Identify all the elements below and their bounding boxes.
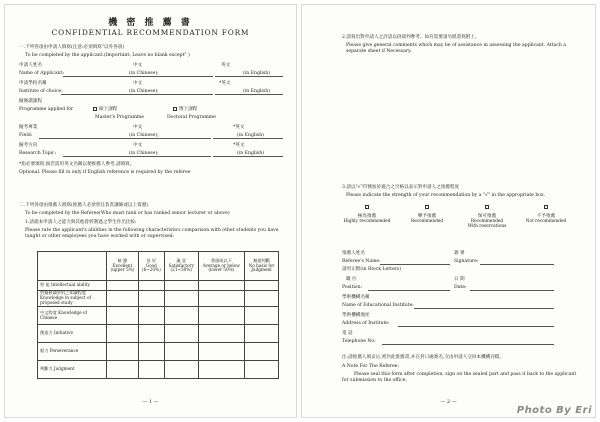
rating-cell[interactable] — [245, 281, 279, 291]
phone-label-cn: 電 話 — [342, 331, 353, 336]
institute-label: Institute of choice: — [19, 89, 63, 94]
table-row — [38, 343, 279, 361]
address-line[interactable] — [398, 326, 554, 327]
phone-line[interactable] — [382, 344, 554, 345]
strength-highly-recommended: 極為推薦 Highly recommended — [343, 214, 391, 225]
referee-name-label-cn: 推薦人姓名 — [342, 251, 365, 256]
section2-heading-en: To be completed by the Referee(Who must rank or has ranked senior lecturer or above) — [25, 211, 230, 216]
institution-label-cn: 學術機構名稱 — [342, 295, 370, 300]
row-label: 判斷力 Judgment — [38, 361, 107, 379]
rating-cell[interactable] — [245, 343, 279, 361]
in-english-note: (in English) — [237, 133, 264, 138]
masters-checkbox[interactable] — [93, 107, 97, 111]
rating-cell[interactable] — [164, 291, 198, 307]
date-line[interactable] — [470, 290, 554, 291]
rating-cell[interactable] — [164, 307, 198, 325]
row-label: 毅力 Perseverance — [38, 343, 107, 361]
recommended-checkbox[interactable] — [425, 205, 429, 209]
row-label: 創造力 Initiative — [38, 325, 107, 343]
rating-cell[interactable] — [107, 291, 139, 307]
referee-note-cn: 注:請推薦人填妥后,密封此推薦書,并在封口處簽名,交由申請人交回本機構存檔。 — [342, 355, 505, 360]
highly-recommended-checkbox[interactable] — [365, 205, 369, 209]
rating-cell[interactable] — [107, 281, 139, 291]
in-english-note: (in English) — [237, 151, 264, 156]
position-label-cn: 職 位 — [346, 277, 357, 282]
block-letters-note: 請用正楷(in Block Letters) — [342, 267, 402, 272]
table-row — [38, 307, 279, 325]
address-label: Address of Institute: — [342, 321, 390, 326]
strength-recommended-reservations: 保可推薦 Recommended With reservations — [467, 214, 507, 230]
page-1 — [4, 4, 297, 418]
question3-cn: 3.請以"√"符號加於適合之空格以表示對申請人之推薦程度 — [342, 185, 460, 190]
institution-line[interactable] — [414, 308, 554, 309]
rating-cell[interactable] — [198, 343, 245, 361]
in-chinese-note: (in Chinese); — [129, 71, 159, 76]
en-label-required: *英文 — [233, 125, 245, 130]
comments-area[interactable] — [342, 59, 578, 179]
field-label-cn: 擬考專業 — [19, 125, 38, 130]
rating-cell[interactable] — [164, 343, 198, 361]
section2-item-en: Please rate the applicant's abilities in the following characteristics comparison with other students you have taught or other employees you have worked with or supervised: — [25, 228, 279, 239]
position-line[interactable] — [368, 290, 450, 291]
referee-note-title: A Note For The Referee: — [342, 364, 399, 369]
ratings-table — [37, 251, 279, 379]
en-label: 英文 — [221, 63, 231, 68]
doctoral-checkbox[interactable] — [173, 107, 177, 111]
rating-cell[interactable] — [164, 325, 198, 343]
form-title-english: CONFIDENTIAL RECOMMENDATION FORM — [51, 28, 250, 37]
section1-heading-cn: 一.下列各項由申請人填寫(注意:必須填寫"以外各項) — [19, 45, 125, 50]
question3-en: Please indicate the strength of your recommendation by a "√" in the appropriate box. — [346, 193, 546, 198]
signature-line[interactable] — [480, 264, 554, 265]
in-english-note: (in English) — [243, 71, 270, 76]
table-row — [38, 361, 279, 379]
recommended-with-reservations-checkbox[interactable] — [485, 205, 489, 209]
header-no-basis: 無從判斷 No basis for Judgment — [245, 252, 279, 281]
in-chinese-note: (in Chinese); — [129, 151, 159, 156]
page-number: — 2 — — [440, 399, 457, 405]
rating-cell[interactable] — [245, 361, 279, 379]
cn-label: 中文 — [133, 143, 143, 148]
rating-cell[interactable] — [138, 291, 164, 307]
rating-cell[interactable] — [138, 307, 164, 325]
section2-item-cn: 1.請就本申請人之能力與其他曾經教過之學生作出比較: — [25, 220, 137, 225]
rating-cell[interactable] — [245, 291, 279, 307]
form-title-chinese: 機 密 推 薦 書 — [108, 18, 193, 28]
photo-watermark: Photo By Eri — [516, 405, 592, 416]
table-row — [38, 281, 279, 291]
rating-cell[interactable] — [107, 325, 139, 343]
table-row — [38, 291, 279, 307]
address-label-cn: 學術機構地址 — [342, 313, 370, 318]
field-cn-line[interactable] — [39, 138, 211, 139]
en-label-required: *英文 — [233, 143, 245, 148]
applicant-name-label: Name of Applicant: — [19, 71, 65, 76]
header-good: 良 好 Good (6~20%) — [138, 252, 164, 281]
rating-cell[interactable] — [138, 361, 164, 379]
in-chinese-note: (in Chinese); — [129, 89, 159, 94]
rating-cell[interactable] — [245, 325, 279, 343]
research-topic-label: Research Topic: — [19, 151, 57, 156]
in-chinese-note: (in Chinese); — [129, 133, 159, 138]
rating-cell[interactable] — [198, 361, 245, 379]
row-label: 智 能 Intellectual ability — [38, 281, 107, 291]
doctoral-label-en: Doctoral Programme — [167, 115, 216, 120]
rating-cell[interactable] — [107, 343, 139, 361]
rating-cell[interactable] — [138, 343, 164, 361]
rating-cell[interactable] — [107, 361, 139, 379]
page-number: — 1 — — [142, 399, 159, 405]
header-satisfactory: 滿 意 Satisfactory (21~50%) — [164, 252, 198, 281]
cn-label: 中文 — [133, 63, 143, 68]
rating-cell[interactable] — [164, 361, 198, 379]
masters-label-cn: 碩士課程 — [99, 107, 118, 112]
direction-label-cn: 擬考方向 — [19, 143, 38, 148]
field-label: Field: — [19, 133, 33, 138]
doctoral-label-cn: 博士課程 — [179, 107, 198, 112]
en-label-required: *英文 — [219, 81, 231, 86]
programme-label-cn: 擬修讀課程 — [19, 99, 42, 104]
referee-name-line[interactable] — [380, 264, 450, 265]
english-note-en: Optional. Please fill in only if English reference is required by the referee — [19, 170, 191, 175]
position-label: Position: — [342, 285, 363, 290]
signature-label: Signature: — [454, 259, 479, 264]
question2-en: Please give general comments which may be of assistance in assessing the applicant. Attach a separate sheet if Necessary. — [346, 43, 567, 54]
rating-cell[interactable] — [138, 281, 164, 291]
rating-cell[interactable] — [198, 281, 245, 291]
applicant-name-label-cn: 申請人姓名 — [19, 63, 42, 68]
not-recommended-checkbox[interactable] — [544, 205, 548, 209]
rating-cell[interactable] — [198, 291, 245, 307]
strength-not-recommended: 不予推薦 Not recommended — [525, 214, 567, 225]
section2-heading-cn: 二.下列各項由推薦人填寫(推薦人必須曾任負責講師或以上資歷) — [19, 203, 149, 208]
rating-cell[interactable] — [164, 281, 198, 291]
strength-recommended: 樂予推薦 Recommended — [410, 214, 444, 225]
rating-cell[interactable] — [138, 325, 164, 343]
institution-label: Name of Educational Institute: — [342, 303, 414, 308]
rating-cell[interactable] — [245, 307, 279, 325]
signature-label-cn: 簽 署 — [454, 251, 465, 256]
page-2 — [301, 4, 596, 418]
table-row — [38, 325, 279, 343]
rating-cell[interactable] — [198, 325, 245, 343]
row-label: 中文程度 Knowledge of Chinese — [38, 307, 107, 325]
in-english-note: (in English) — [243, 89, 270, 94]
header-excellent: 極 優 Excellent (upper 5%) — [107, 252, 139, 281]
rating-cell[interactable] — [107, 307, 139, 325]
date-label: Date: — [454, 285, 467, 290]
date-label-cn: 日 期 — [454, 277, 465, 282]
referee-note-en: Please seal this form after completion, sign on the sealed part and pass it back to the applicant for submission to the office. — [342, 372, 577, 383]
institute-label-cn: 申請學校名稱 — [19, 81, 47, 86]
question2-cn: 2.請寫出對申請人之評語以供裁判參考。如有需要請另紙書寫附上。 — [342, 35, 480, 40]
header-average: 普通或以下 Average or below (lower 50%) — [198, 252, 245, 281]
cn-label: 中文 — [133, 81, 143, 86]
cn-label: 中文 — [133, 125, 143, 130]
row-label: 對擬修讀學科之知識程度 Knowledge in subject of proposed study — [38, 291, 107, 307]
section1-heading-en: To be completed by the applicant.(Important: Leave no blank except" ) — [25, 53, 190, 58]
referee-name-label: Referee's Name: — [342, 259, 381, 264]
table-corner — [38, 252, 107, 281]
rating-cell[interactable] — [198, 307, 245, 325]
phone-label: Telephone No: — [342, 339, 376, 344]
programme-label: Programme applied for — [19, 107, 74, 112]
masters-label-en: Master's Programme — [95, 115, 144, 120]
english-note-cn: *指必要填寫,倘若需用英文名稱以便推薦人參考,請填寫。 — [19, 162, 135, 167]
